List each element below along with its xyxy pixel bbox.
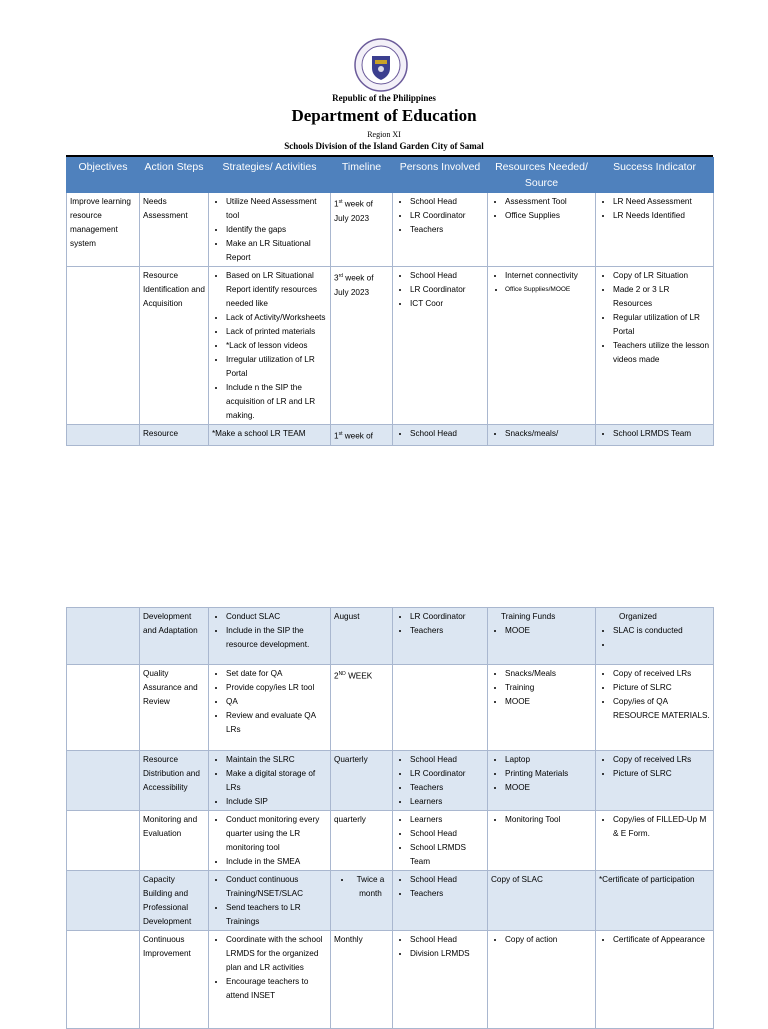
header-success: Success Indicator (596, 158, 714, 193)
resources-cell (488, 931, 596, 1029)
success-cell (596, 811, 714, 871)
list-item: • Monitoring Tool (505, 813, 592, 827)
list-item: • Division LRMDS (410, 947, 484, 961)
persons-cell (393, 425, 488, 446)
list-item: • Learners (410, 795, 484, 809)
resources-cell (488, 751, 596, 811)
timeline-cell: 2ND WEEK (331, 665, 393, 751)
list-item: • Copy/ies of FILLED-Up M & E Form. (613, 813, 710, 841)
list-item: • QA (226, 695, 327, 709)
strategies-cell (209, 665, 331, 751)
list-item: • Regular utilization of LR Portal (613, 311, 710, 339)
list-item: • Set date for QA (226, 667, 327, 681)
department-title: Department of Education (291, 106, 477, 125)
table-row (67, 931, 714, 1029)
resources-cell (488, 811, 596, 871)
table-row (67, 267, 714, 425)
resources-cell (488, 425, 596, 446)
list-item: • MOOE (505, 781, 592, 795)
timeline-cell: August (331, 608, 393, 665)
persons-cell (393, 267, 488, 425)
table-row (67, 871, 714, 931)
list-item: • Internet connectivity (505, 269, 592, 283)
list-item: • Teachers (410, 223, 484, 237)
table-row (67, 425, 714, 446)
list-item: • Training (505, 681, 592, 695)
header-resources: Resources Needed/ Source (488, 158, 596, 193)
list-item: • Irregular utilization of LR Portal (226, 353, 327, 381)
list-item: • Maintain the SLRC (226, 753, 327, 767)
list-item: • Lack of Activity/Worksheets (226, 311, 327, 325)
list-item: • SLAC is conducted (613, 624, 710, 638)
header-strategies: Strategies/ Activities (209, 158, 331, 193)
list-item: • Include n the SIP the acquisition of LR and LR making. (226, 381, 327, 423)
list-item: • Send teachers to LR Trainings (226, 901, 327, 929)
table-row (67, 608, 714, 665)
list-item: • Laptop (505, 753, 592, 767)
list-item: • Make an LR Situational Report (226, 237, 327, 265)
action-step-cell: Resource Identification and Acquisition (140, 267, 209, 425)
timeline-cell: 1st week of (331, 425, 393, 446)
table-row (67, 751, 714, 811)
header-objectives: Objectives (67, 158, 140, 193)
list-item: • School LRMDS Team (613, 427, 710, 441)
list-item: • Printing Materials (505, 767, 592, 781)
timeline-cell: quarterly (331, 811, 393, 871)
action-step-cell: Monitoring and Evaluation (140, 811, 209, 871)
list-item: • Based on LR Situational Report identify resources needed like (226, 269, 327, 311)
list-item: • Snacks/Meals (505, 667, 592, 681)
persons-cell (393, 608, 488, 665)
list-item: • MOOE (505, 624, 592, 638)
objective-cell (67, 871, 140, 931)
table-row (67, 193, 714, 267)
list-item: • School Head (410, 933, 484, 947)
objective-cell (67, 267, 140, 425)
strategies-cell (209, 193, 331, 267)
strategies-cell: *Make a school LR TEAM (209, 425, 331, 446)
list-item: • Twice a month (352, 873, 389, 901)
success-note: Organized (619, 612, 657, 621)
republic-line: Republic of the Philippines (332, 93, 436, 103)
list-item: • Include SIP (226, 795, 327, 809)
header-action-steps: Action Steps (140, 158, 209, 193)
list-item: • Copy/ies of QA RESOURCE MATERIALS. (613, 695, 710, 723)
list-item: • Identify the gaps (226, 223, 327, 237)
action-step-cell: Resource Distribution and Accessibility (140, 751, 209, 811)
list-item: • Conduct continuous Training/NSET/SLAC (226, 873, 327, 901)
list-item: • Copy of received LRs (613, 753, 710, 767)
strategies-cell (209, 811, 331, 871)
table-row (67, 665, 714, 751)
strategies-cell (209, 931, 331, 1029)
persons-cell (393, 665, 488, 751)
timeline-cell: Quarterly (331, 751, 393, 811)
list-item: • LR Need Assessment (613, 195, 710, 209)
list-item: • ICT Coor (410, 297, 484, 311)
list-item: • School Head (410, 753, 484, 767)
success-cell (596, 193, 714, 267)
persons-cell (393, 931, 488, 1029)
list-item: • Certificate of Appearance (613, 933, 710, 947)
list-item: • Utilize Need Assessment tool (226, 195, 327, 223)
action-step-cell: Resource (140, 425, 209, 446)
list-item: • Provide copy/ies LR tool (226, 681, 327, 695)
list-item: • Office Supplies (505, 209, 592, 223)
list-item: • Copy of received LRs (613, 667, 710, 681)
list-item: • Made 2 or 3 LR Resources (613, 283, 710, 311)
objective-cell (67, 425, 140, 446)
list-item: • Include in the SMEA (226, 855, 327, 869)
timeline-cell (331, 871, 393, 931)
list-item: • Teachers (410, 781, 484, 795)
resources-note: Training Funds (501, 612, 556, 621)
list-item: • Teachers (410, 887, 484, 901)
list-item: • School Head (410, 873, 484, 887)
list-item: • School LRMDS Team (410, 841, 484, 869)
list-item: • Conduct monitoring every quarter using the LR monitoring tool (226, 813, 327, 855)
list-item: • Snacks/meals/ (505, 427, 592, 441)
list-item: • LR Coordinator (410, 209, 484, 223)
success-cell (596, 751, 714, 811)
list-item: • Lack of printed materials (226, 325, 327, 339)
region-line: Region XI (367, 130, 401, 139)
resources-cell (488, 608, 596, 665)
timeline-cell: 3rd week of July 2023 (331, 267, 393, 425)
list-item: • LR Coordinator (410, 767, 484, 781)
persons-cell (393, 193, 488, 267)
action-plan-table-page2 (66, 607, 714, 1029)
list-item: • School Head (410, 827, 484, 841)
list-item: • School Head (410, 195, 484, 209)
division-line: Schools Division of the Island Garden City of Samal (284, 141, 484, 151)
list-item: • School Head (410, 427, 484, 441)
list-item: • Learners (410, 813, 484, 827)
timeline-cell: 1st week of July 2023 (331, 193, 393, 267)
list-item: • Office Supplies/MOOE (505, 283, 592, 297)
table-row (67, 811, 714, 871)
resources-cell (488, 193, 596, 267)
action-step-cell: Quality Assurance and Review (140, 665, 209, 751)
list-item: • Make a digital storage of LRs (226, 767, 327, 795)
objective-cell (67, 811, 140, 871)
table-header-row (67, 158, 714, 193)
success-cell (596, 425, 714, 446)
success-cell (596, 665, 714, 751)
objective-cell (67, 751, 140, 811)
persons-cell (393, 871, 488, 931)
action-step-cell: Capacity Building and Professional Development (140, 871, 209, 931)
list-item: • LR Coordinator (410, 283, 484, 297)
list-item: • Review and evaluate QA LRs (226, 709, 327, 737)
success-cell (596, 267, 714, 425)
action-step-cell: Continuous Improvement (140, 931, 209, 1029)
list-item: • *Lack of lesson videos (226, 339, 327, 353)
timeline-cell: Monthly (331, 931, 393, 1029)
objective-cell (67, 665, 140, 751)
list-item: • LR Needs Identified (613, 209, 710, 223)
objective-cell (67, 608, 140, 665)
list-item: • Conduct SLAC (226, 610, 327, 624)
strategies-cell (209, 751, 331, 811)
list-item: • Encourage teachers to attend INSET (226, 975, 327, 1003)
success-cell (596, 931, 714, 1029)
list-item: • Coordinate with the school LRMDS for the organized plan and LR activities (226, 933, 327, 975)
deped-seal-icon (354, 38, 408, 92)
header-persons: Persons Involved (393, 158, 488, 193)
list-item: • Include in the SIP the resource development. (226, 624, 327, 652)
list-item: • School Head (410, 269, 484, 283)
success-cell: *Certificate of participation (596, 871, 714, 931)
resources-cell (488, 267, 596, 425)
action-plan-table-page1 (66, 157, 714, 446)
list-item: • Teachers utilize the lesson videos made (613, 339, 710, 367)
objective-cell (67, 931, 140, 1029)
success-cell (596, 608, 714, 665)
resources-cell (488, 665, 596, 751)
list-item: • Picture of SLRC (613, 681, 710, 695)
list-item: • Assessment Tool (505, 195, 592, 209)
persons-cell (393, 751, 488, 811)
strategies-cell (209, 608, 331, 665)
list-item: • Teachers (410, 624, 484, 638)
list-item: • Copy of action (505, 933, 592, 947)
persons-cell (393, 811, 488, 871)
list-item: • Copy of LR Situation (613, 269, 710, 283)
action-step-cell: Needs Assessment (140, 193, 209, 267)
resources-cell: Copy of SLAC (488, 871, 596, 931)
header-timeline: Timeline (331, 158, 393, 193)
list-item: • MOOE (505, 695, 592, 709)
action-step-cell: Development and Adaptation (140, 608, 209, 665)
strategies-cell (209, 871, 331, 931)
list-item (613, 638, 710, 652)
list-item: • Picture of SLRC (613, 767, 710, 781)
strategies-cell (209, 267, 331, 425)
objective-cell: Improve learning resource management system (67, 193, 140, 267)
list-item: • LR Coordinator (410, 610, 484, 624)
